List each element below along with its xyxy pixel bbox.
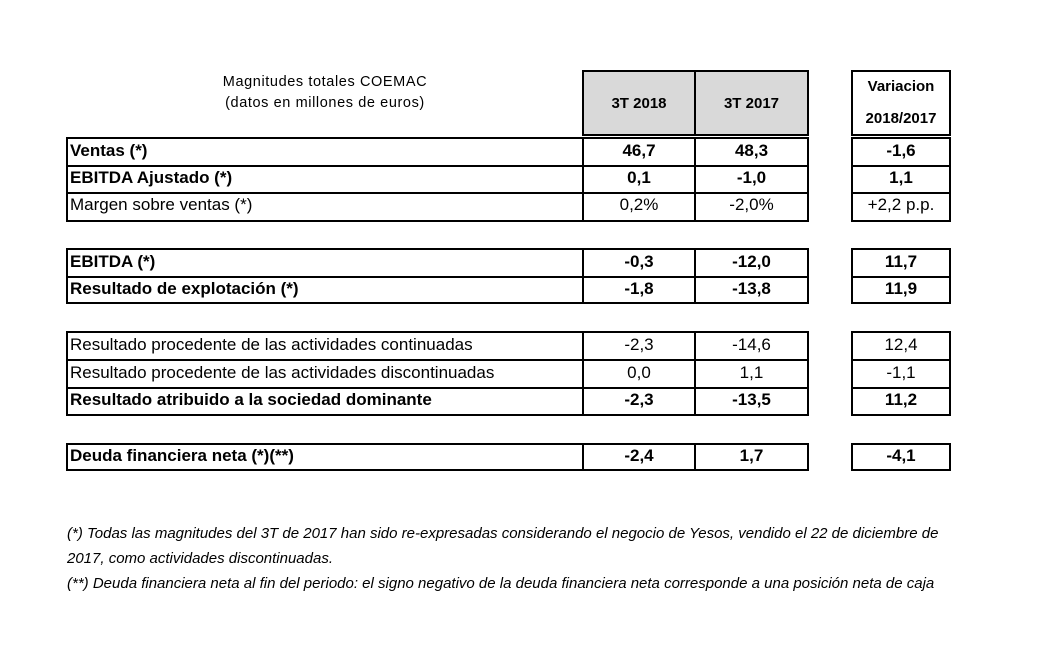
row-label: EBITDA Ajustado (*) bbox=[70, 168, 233, 187]
value-variation: 11,9 bbox=[884, 279, 918, 298]
row-label: Resultado procedente de las actividades continuadas bbox=[70, 335, 473, 354]
table-subtitle: (datos en millones de euros) bbox=[225, 95, 425, 111]
table-row bbox=[0, 277, 1058, 305]
value-variation: -4,1 bbox=[886, 446, 916, 465]
value-variation: -1,6 bbox=[886, 141, 916, 160]
value-3t2018: -2,3 bbox=[624, 390, 654, 409]
variation-header-line1: Variacion bbox=[867, 78, 935, 95]
value-3t2018: -0,3 bbox=[624, 252, 654, 271]
value-3t2017: 1,7 bbox=[739, 446, 764, 465]
value-variation: 1,1 bbox=[889, 168, 913, 187]
column-header-label: 3T 2017 bbox=[723, 94, 780, 112]
table-row bbox=[0, 444, 1058, 472]
value-variation: 12,4 bbox=[884, 335, 918, 354]
row-label: Resultado procedente de las actividades discontinuadas bbox=[70, 363, 495, 382]
column-header-3t2018 bbox=[582, 70, 696, 136]
column-header-3t2017 bbox=[694, 70, 809, 136]
value-3t2017: 1,1 bbox=[739, 363, 764, 382]
row-label: EBITDA (*) bbox=[70, 252, 156, 271]
value-3t2017: -13,8 bbox=[732, 279, 771, 298]
value-3t2018: 0,1 bbox=[627, 168, 651, 187]
row-label: Resultado atribuido a la sociedad dominante bbox=[70, 390, 432, 409]
value-3t2017: 48,3 bbox=[734, 141, 769, 160]
value-variation: 11,7 bbox=[884, 252, 918, 271]
row-label: Resultado de explotación (*) bbox=[70, 279, 299, 298]
value-3t2017: -12,0 bbox=[732, 252, 771, 271]
row-label: Margen sobre ventas (*) bbox=[70, 195, 253, 214]
value-3t2018: -2,3 bbox=[624, 335, 654, 354]
value-3t2017: -2,0% bbox=[729, 195, 774, 214]
value-3t2017: -14,6 bbox=[732, 335, 771, 354]
value-variation: +2,2 p.p. bbox=[867, 195, 935, 214]
row-label: Deuda financiera neta (*)(**) bbox=[70, 446, 294, 465]
value-3t2018: 0,2% bbox=[619, 195, 659, 214]
table-title: Magnitudes totales COEMAC bbox=[222, 74, 428, 90]
value-3t2018: 0,0 bbox=[627, 363, 651, 382]
column-header-variation bbox=[851, 70, 951, 136]
value-3t2018: -1,8 bbox=[624, 279, 654, 298]
value-3t2017: -13,5 bbox=[732, 390, 771, 409]
table-row bbox=[0, 139, 1058, 167]
value-variation: -1,1 bbox=[886, 363, 916, 382]
footnote-1: (*) Todas las magnitudes del 3T de 2017 han sido re-expresadas considerando el negocio de Yesos, vendido el 22 de diciembre de 2017, como actividades discontinuadas. bbox=[67, 525, 939, 567]
footnote-2: (**) Deuda financiera neta al fin del periodo: el signo negativo de la deuda financiera neta corresponde a una posición neta de caja bbox=[67, 575, 935, 592]
row-label: Ventas (*) bbox=[70, 141, 148, 160]
table-row bbox=[0, 333, 1058, 361]
value-variation: 11,2 bbox=[884, 390, 918, 409]
table-row bbox=[0, 361, 1058, 389]
column-header-label: 3T 2018 bbox=[611, 94, 667, 112]
table-row bbox=[0, 388, 1058, 416]
table-row bbox=[0, 193, 1058, 221]
table-row bbox=[0, 166, 1058, 194]
variation-header-line2: 2018/2017 bbox=[865, 110, 937, 127]
value-3t2018: 46,7 bbox=[622, 141, 656, 160]
value-3t2017: -1,0 bbox=[736, 168, 767, 187]
table-row bbox=[0, 250, 1058, 278]
value-3t2018: -2,4 bbox=[624, 446, 654, 465]
